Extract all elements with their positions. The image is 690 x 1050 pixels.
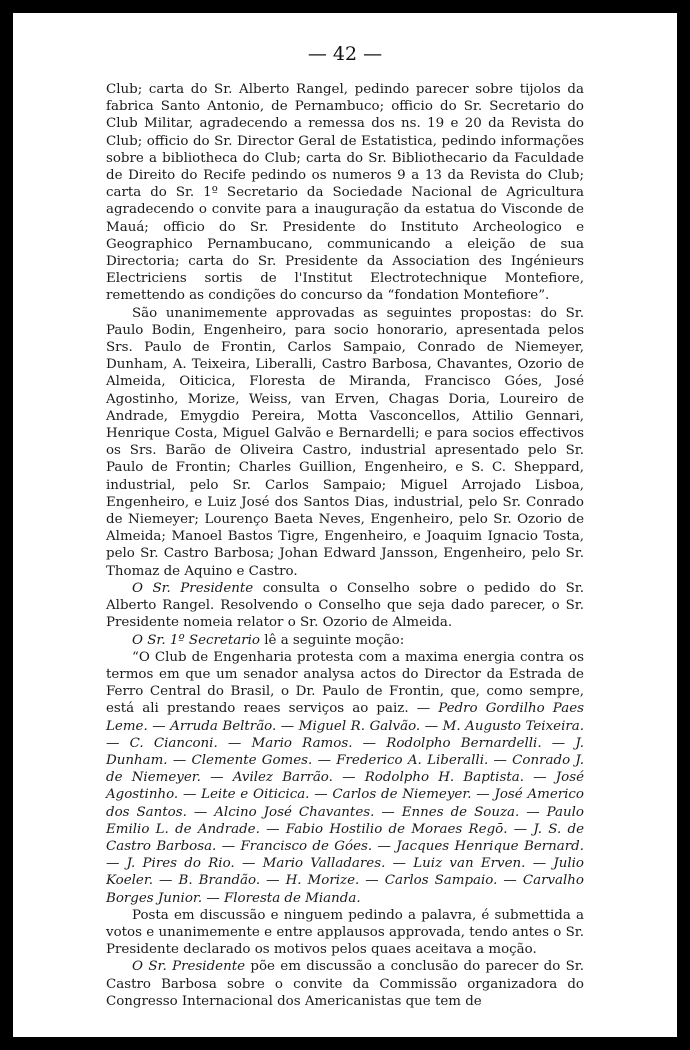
text-run: Club; carta do Sr. Alberto Rangel, pedindo parecer sobre tijolos da fabrica Santo Antonio, de Pernambuco; officio do Sr. Secretario do Club Militar, agradecendo a remessa dos ns. 19 e 20 da Revista do Club; officio do Sr. Director Geral de Estatistica, pedindo informações sobre a bibliotheca do Club; carta do Sr. Bibliothecario da Faculdade de Direito do Recife pedindo os numeros 9 a 13 da Revista do Club; carta do Sr. 1º Secretario da Sociedade Nacional de Agricultura agradecendo o convite para a inauguração da estatua do Visconde de Mauá; officio do Sr. Presidente do Instituto Archeologico e Geographico Pernambucano, communicando a eleição de sua Directoria; carta do Sr. Presidente da Association des Ingénieurs Electriciens sortis de l'Institut Electrotechnique Montefiore, remettendo as condições do concurso da “fondation Montefiore”. <box>106 82 584 304</box>
text-run: “O Club de Engenharia protesta com a maxima energia contra os termos em que um senador analysa actos do Director da Estrada de Ferro Central do Brasil, o Dr. Paulo de Frontin, que, como sempre, está ali prestando reaes serviços ao paiz. — <box>106 649 584 717</box>
paragraph-presidente-consulta <box>106 580 584 632</box>
text-run: Posta em discussão e ninguem pedindo a palavra, é submettida a votos e unanimemente e entre applausos approvada, tendo antes o Sr. Presidente declarado os motivos pelos quaes aceitava a moção. <box>106 907 584 958</box>
speaker-label: O Sr. Presidente <box>132 580 254 596</box>
speaker-label: O Sr. 1º Secretario <box>132 632 260 648</box>
body-text <box>106 81 584 1010</box>
text-run: consulta o Conselho sobre o pedido do Sr. Alberto Rangel. Resolvendo o Conselho que seja dado parecer, o Sr. Presidente nomeia relator o Sr. Ozorio de Almeida. <box>106 580 584 631</box>
text-run: põe em discussão a conclusão do parecer do Sr. Castro Barbosa sobre o convite da Commissão organizadora do Congresso Internacional dos Americanistas que tem de <box>106 959 584 1009</box>
text-run: São unanimemente approvadas as seguintes propostas: do Sr. Paulo Bodin, Engenheiro, para socio honorario, apresentada pelos Srs. Paulo de Frontin, Carlos Sampaio, Conrado de Niemeyer, Dunham, A. Teixeira, Liberalli, Castro Barbosa, Chavantes, Ozorio de Almeida, Oiticica, Floresta de Miranda, Francisco Góes, José Agostinho, Morize, Weiss, van Erven, Chagas Doria, Loureiro de Andrade, Emygdio Pereira, Motta Vasconcellos, Attilio Gennari, Henrique Costa, Miguel Galvão e Bernardelli; e para socios effectivos os Srs. Barão de Oliveira Castro, industrial apresentado pelo Sr. Paulo de Frontin; Charles Guillion, Engenheiro, e S. C. Sheppard, industrial, pelo Sr. Carlos Sampaio; Miguel Arrojado Lisboa, Engenheiro, e Luiz José dos Santos Dias, industrial, pelo Sr. Conrado de Niemeyer; Lourenço Baeta Neves, Engenheiro, pelo Sr. Ozorio de Almeida; Manoel Bastos Tigre, Engenheiro, e Joaquim Ignacio Tosta, pelo Sr. Castro Barbosa; Johan Edward Jansson, Engenheiro, pelo Sr. Thomaz de Aquino e Castro. <box>106 305 584 579</box>
page-number: — 42 — <box>307 43 383 65</box>
paragraph-secretario-moção <box>106 632 584 649</box>
speaker-label: O Sr. Presidente <box>132 959 245 975</box>
paragraph-correspondence <box>106 81 584 305</box>
paragraph-presidente-discussão <box>106 958 584 1010</box>
document-page <box>13 13 677 1037</box>
signatories-list: Pedro Gordilho Paes Leme. — Arruda Beltrão. — Miguel R. Galvão. — M. Augusto Teixeira. — C. Cianconi. — Mario Ramos. — Rodolpho Bernardelli. — J. Dunham. — Clemente Gomes. — Frederico A. Liberalli. — Conrado J. de Niemeyer. — Avilez Barrão. — Rodolpho H. Baptista. — José Agostinho. — Leite e Oiticica. — Carlos de Niemeyer. — José Americo dos Santos. — Alcino José Chavantes. — Ennes de Souza. — Paulo Emilio L. de Andrade. — Fabio Hostilio de Moraes Regō. — J. S. de Castro Barbosa. — Francisco de Góes. — Jacques Henrique Bernard. — J. Pires do Rio. — Mario Valladares. — Luiz van Erven. — Julio Koeler. — B. Brandão. — H. Morize. — Carlos Sampaio. — Carvalho Borges Junior. — Floresta de Mianda. <box>106 701 584 906</box>
paragraph-proposals <box>106 305 584 580</box>
text-run: lê a seguinte moção: <box>259 632 405 648</box>
paragraph-motion-text <box>106 649 584 907</box>
paragraph-vote <box>106 907 584 959</box>
